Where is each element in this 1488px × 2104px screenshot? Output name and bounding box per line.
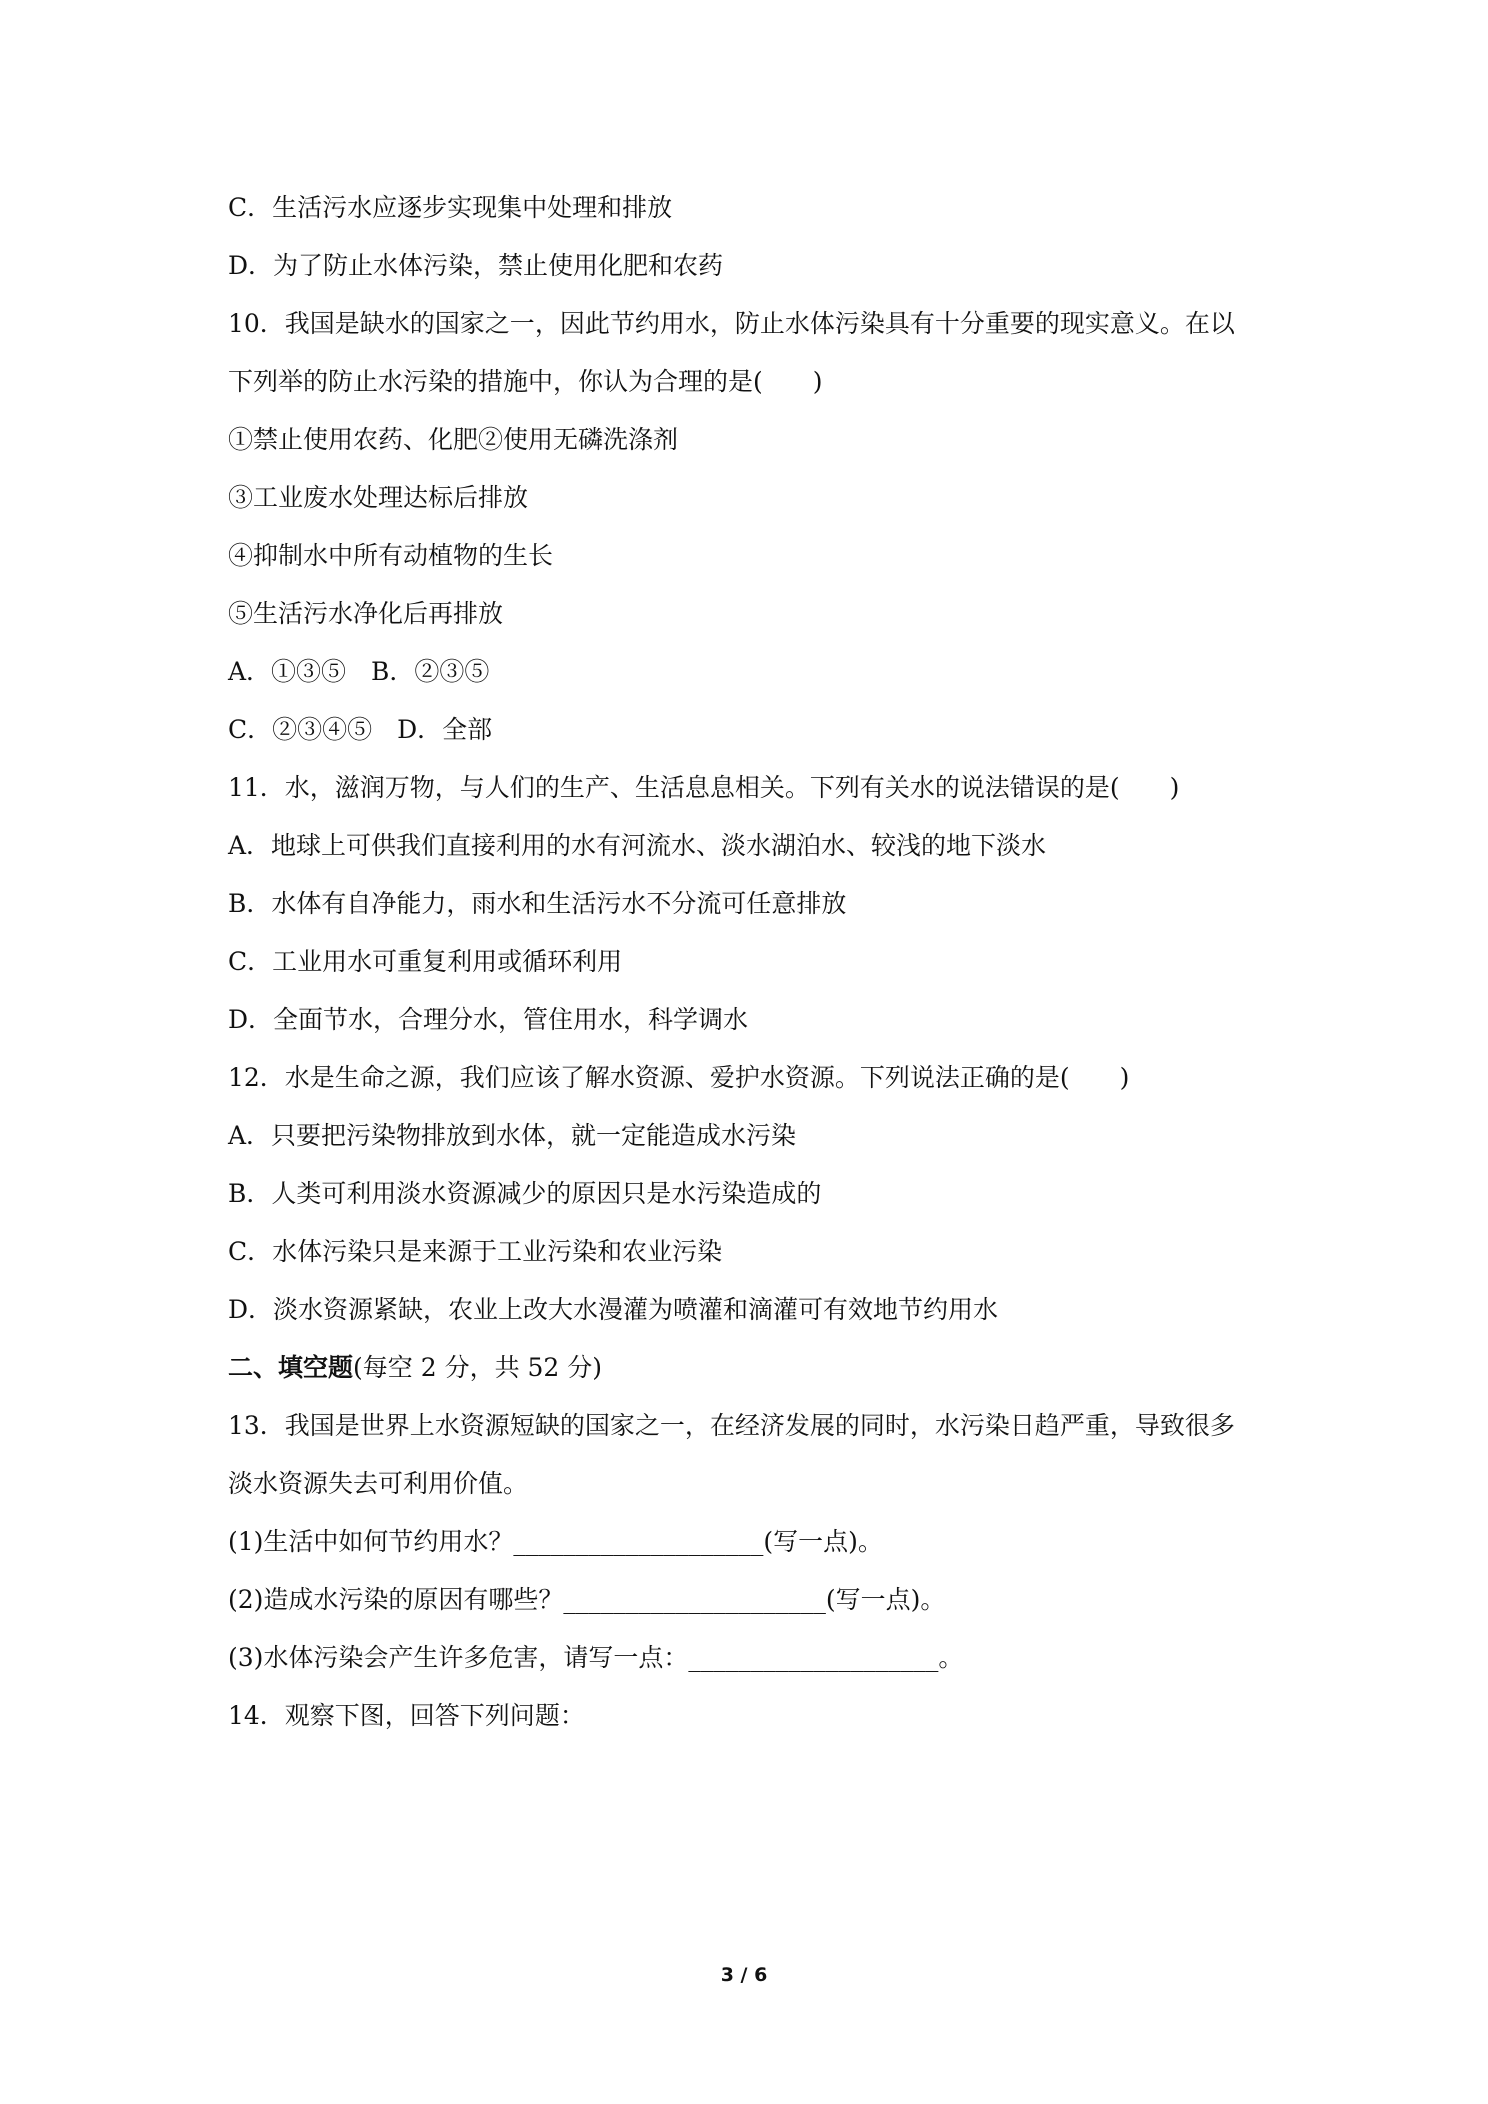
measure-4: ④抑制水中所有动植物的生长 — [228, 541, 554, 570]
options-cd-q10: C．②③④⑤ D．全部 — [228, 715, 493, 744]
option-b-q12: B．人类可利用淡水资源减少的原因只是水污染造成的 — [228, 1179, 822, 1208]
question-11: 11．水，滋润万物，与人们的生产、生活息息相关。下列有关水的说法错误的是( ) — [228, 773, 1180, 802]
question-10-line-1: 10．我国是缺水的国家之一，因此节约用水，防止水体污染具有十分重要的现实意义。在以 — [228, 309, 1235, 338]
option-d-q12: D．淡水资源紧缺，农业上改大水漫灌为喷灌和滴灌可有效地节约用水 — [228, 1295, 999, 1324]
section-title: 二、填空题 — [228, 1353, 354, 1382]
question-10-line-2: 下列举的防止水污染的措施中，你认为合理的是( ) — [228, 367, 823, 396]
question-13-part-3: (3)水体污染会产生许多危害，请写一点：____________________。 — [228, 1643, 964, 1672]
question-13-line-2: 淡水资源失去可利用价值。 — [228, 1469, 529, 1498]
option-b-q11: B．水体有自净能力，雨水和生活污水不分流可任意排放 — [228, 889, 847, 918]
section-heading — [228, 1351, 602, 1385]
option-c-q9: C．生活污水应逐步实现集中处理和排放 — [228, 193, 673, 222]
measure-5: ⑤生活污水净化后再排放 — [228, 599, 504, 628]
question-13-part-2: (2)造成水污染的原因有哪些？_____________________(写一点)。 — [228, 1585, 946, 1614]
measure-3: ③工业废水处理达标后排放 — [228, 483, 529, 512]
option-d-q9: D．为了防止水体污染，禁止使用化肥和农药 — [228, 251, 724, 280]
option-c-q12: C．水体污染只是来源于工业污染和农业污染 — [228, 1237, 723, 1266]
option-a-q11: A．地球上可供我们直接利用的水有河流水、淡水湖泊水、较浅的地下淡水 — [228, 831, 1047, 860]
page-number: 3 / 6 — [720, 1964, 768, 1986]
measure-1-2: ①禁止使用农药、化肥②使用无磷洗涤剂 — [228, 425, 679, 454]
question-14: 14．观察下图，回答下列问题： — [228, 1701, 585, 1730]
question-13-line-1: 13．我国是世界上水资源短缺的国家之一，在经济发展的同时，水污染日趋严重，导致很多 — [228, 1411, 1235, 1440]
question-13-part-1: (1)生活中如何节约用水？____________________(写一点)。 — [228, 1527, 883, 1556]
question-12: 12．水是生命之源，我们应该了解水资源、爱护水资源。下列说法正确的是( ) — [228, 1063, 1130, 1092]
option-a-q12: A．只要把污染物排放到水体，就一定能造成水污染 — [228, 1121, 797, 1150]
options-ab-q10: A．①③⑤ B．②③⑤ — [228, 657, 490, 686]
option-c-q11: C．工业用水可重复利用或循环利用 — [228, 947, 623, 976]
section-note: (每空 2 分，共 52 分) — [353, 1353, 603, 1382]
option-d-q11: D．全面节水，合理分水，管住用水，科学调水 — [228, 1005, 749, 1034]
